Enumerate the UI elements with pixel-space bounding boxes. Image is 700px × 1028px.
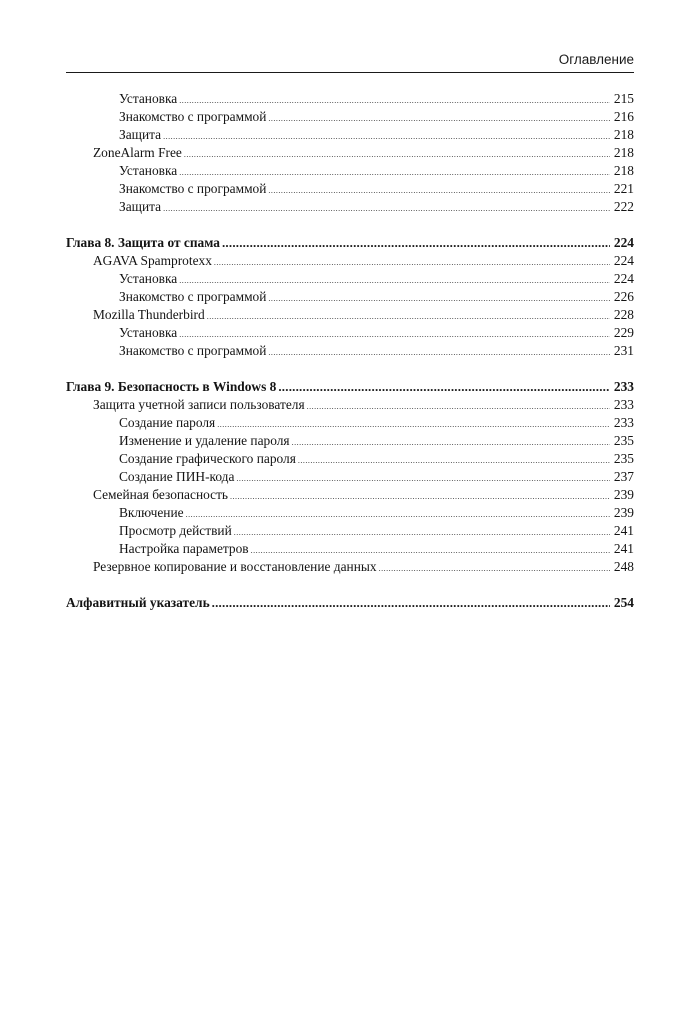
- toc-entry-page-number: 237: [613, 469, 634, 484]
- toc-dot-leader: [268, 182, 609, 200]
- toc-entry-label: Защита: [119, 127, 162, 142]
- toc-dot-leader: [234, 524, 610, 542]
- toc-section-entry[interactable]: [66, 252, 634, 270]
- toc-entry-page-number: 222: [613, 199, 634, 214]
- toc-subsection-entry[interactable]: [66, 324, 634, 342]
- toc-section-entry[interactable]: [66, 558, 634, 576]
- toc-dot-leader: [307, 398, 610, 416]
- toc-subsection-entry[interactable]: [66, 468, 634, 486]
- toc-entry-page-number: 239: [613, 505, 634, 520]
- toc-entry-page-number: 216: [613, 109, 634, 124]
- toc-dot-leader: [379, 560, 610, 578]
- header-divider: [66, 72, 634, 73]
- toc-section-entry[interactable]: [66, 486, 634, 504]
- toc-dot-leader: [186, 506, 610, 524]
- toc-entry-page-number: 221: [613, 181, 634, 196]
- toc-chapter-entry[interactable]: [66, 378, 634, 396]
- toc-entry-label: Глава 9. Безопасность в Windows 8: [66, 379, 277, 394]
- page-header-title: Оглавление: [558, 52, 634, 67]
- toc-entry-page-number: 233: [613, 397, 634, 412]
- toc-entry-label: Установка: [119, 271, 178, 286]
- toc-entry-page-number: 248: [613, 559, 634, 574]
- toc-dot-leader: [163, 128, 610, 146]
- toc-entry-label: Резервное копирование и восстановление данных: [93, 559, 377, 574]
- toc-entry-label: AGAVA Spamprotexx: [93, 253, 212, 268]
- toc-entry-label: Установка: [119, 91, 178, 106]
- toc-entry-page-number: 235: [613, 451, 634, 466]
- toc-entry-label: Знакомство с программой: [119, 289, 267, 304]
- toc-dot-leader: [184, 146, 610, 164]
- chapter-gap: [66, 576, 634, 594]
- toc-entry-page-number: 235: [613, 433, 634, 448]
- toc-dot-leader: [268, 110, 609, 128]
- toc-entry-page-number: 218: [613, 163, 634, 178]
- toc-entry-page-number: 226: [613, 289, 634, 304]
- toc-subsection-entry[interactable]: [66, 432, 634, 450]
- toc-entry-label: ZoneAlarm Free: [93, 145, 182, 160]
- toc-subsection-entry[interactable]: [66, 450, 634, 468]
- toc-dot-leader: [230, 488, 610, 506]
- toc-entry-label: Знакомство с программой: [119, 181, 267, 196]
- toc-subsection-entry[interactable]: [66, 288, 634, 306]
- chapter-gap: [66, 360, 634, 378]
- toc-entry-label: Защита учетной записи пользователя: [93, 397, 305, 412]
- toc-section-entry[interactable]: [66, 144, 634, 162]
- toc-subsection-entry[interactable]: [66, 540, 634, 558]
- toc-dot-leader: [298, 452, 610, 470]
- toc-entry-page-number: 218: [613, 145, 634, 160]
- toc-entry-page-number: 231: [613, 343, 634, 358]
- toc-entry-label: Изменение и удаление пароля: [119, 433, 290, 448]
- toc-subsection-entry[interactable]: [66, 126, 634, 144]
- toc-entry-label: Создание графического пароля: [119, 451, 296, 466]
- toc-entry-page-number: 215: [613, 91, 634, 106]
- toc-entry-page-number: 233: [613, 379, 634, 394]
- toc-subsection-entry[interactable]: [66, 504, 634, 522]
- toc-entry-label: Защита: [119, 199, 162, 214]
- toc-dot-leader: [163, 200, 610, 218]
- toc-dot-leader: [207, 308, 610, 326]
- toc-subsection-entry[interactable]: [66, 522, 634, 540]
- chapter-gap: [66, 216, 634, 234]
- toc-subsection-entry[interactable]: [66, 342, 634, 360]
- toc-dot-leader: [214, 254, 610, 272]
- toc-entry-page-number: 218: [613, 127, 634, 142]
- toc-entry-page-number: 224: [613, 253, 634, 268]
- toc-section-entry[interactable]: [66, 306, 634, 324]
- toc-entry-page-number: 224: [613, 235, 634, 250]
- toc-chapter-entry[interactable]: [66, 234, 634, 252]
- toc-entry-label: Глава 8. Защита от спама: [66, 235, 220, 250]
- toc-entry-label: Создание пароля: [119, 415, 216, 430]
- toc-entry-label: Алфавитный указатель: [66, 595, 210, 610]
- table-of-contents: [66, 90, 634, 612]
- toc-dot-leader: [268, 344, 609, 362]
- toc-entry-label: Знакомство с программой: [119, 109, 267, 124]
- toc-entry-page-number: 224: [613, 271, 634, 286]
- toc-dot-leader: [222, 234, 610, 252]
- toc-entry-page-number: 254: [613, 595, 634, 610]
- toc-entry-label: Mozilla Thunderbird: [93, 307, 205, 322]
- toc-dot-leader: [278, 378, 610, 396]
- toc-section-entry[interactable]: [66, 396, 634, 414]
- toc-subsection-entry[interactable]: [66, 90, 634, 108]
- toc-entry-page-number: 228: [613, 307, 634, 322]
- toc-subsection-entry[interactable]: [66, 414, 634, 432]
- toc-subsection-entry[interactable]: [66, 162, 634, 180]
- toc-entry-label: Знакомство с программой: [119, 343, 267, 358]
- toc-entry-page-number: 229: [613, 325, 634, 340]
- toc-entry-label: Настройка параметров: [119, 541, 249, 556]
- toc-entry-label: Включение: [119, 505, 184, 520]
- toc-dot-leader: [236, 470, 609, 488]
- toc-entry-page-number: 233: [613, 415, 634, 430]
- toc-dot-leader: [212, 594, 610, 612]
- toc-chapter-entry[interactable]: [66, 594, 634, 612]
- toc-entry-page-number: 241: [613, 523, 634, 538]
- toc-subsection-entry[interactable]: [66, 180, 634, 198]
- toc-dot-leader: [268, 290, 609, 308]
- toc-entry-page-number: 239: [613, 487, 634, 502]
- toc-entry-label: Установка: [119, 163, 178, 178]
- toc-subsection-entry[interactable]: [66, 108, 634, 126]
- toc-entry-label: Просмотр действий: [119, 523, 232, 538]
- toc-dot-leader: [292, 434, 610, 452]
- toc-entry-label: Семейная безопасность: [93, 487, 229, 502]
- toc-entry-page-number: 241: [613, 541, 634, 556]
- toc-entry-label: Создание ПИН-кода: [119, 469, 235, 484]
- toc-entry-label: Установка: [119, 325, 178, 340]
- toc-subsection-entry[interactable]: [66, 198, 634, 216]
- toc-subsection-entry[interactable]: [66, 270, 634, 288]
